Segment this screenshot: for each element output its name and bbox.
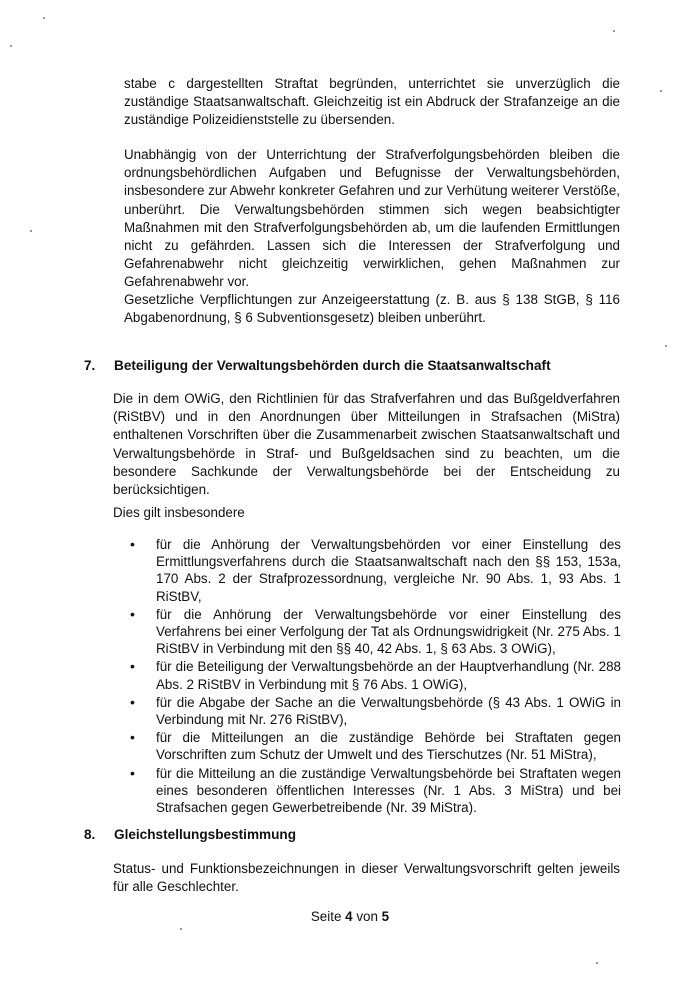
section-8-number: 8. (84, 827, 96, 842)
scan-speck (660, 90, 662, 92)
page-footer (0, 909, 700, 924)
section-7-bullet-list (130, 536, 621, 817)
bullet-text: für die Anhörung der Verwaltungsbehörde vor einer Einstellung des Verfahrens bei einer Verfolgung der Tat als Ordnungswidrigkeit (Nr. 275 Abs. 1 RiStBV in Verbindung mit den §§ 40, 42 Abs. 1, § 63 Abs. 3 OWiG), (156, 606, 621, 657)
scan-speck (613, 30, 615, 32)
section-7-title: Beteiligung der Verwaltungsbehörden durch die Staatsanwaltschaft (114, 358, 551, 373)
scan-speck (43, 17, 45, 19)
page-current: 4 (345, 909, 353, 924)
page-total: 5 (381, 909, 390, 924)
page-separator: von (356, 909, 378, 924)
scan-speck (596, 962, 598, 964)
bullet-text: für die Abgabe der Sache an die Verwaltungsbehörde (§ 43 Abs. 1 OWiG in Verbindung mit Nr. 276 RiStBV), (156, 694, 621, 728)
bullet-text: für die Beteiligung der Verwaltungsbehörde an der Hauptverhandlung (Nr. 288 Abs. 2 RiStBV in Verbindung mit § 76 Abs. 1 OWiG), (156, 659, 621, 692)
paragraph-gefahrenabwehr: Unabhängig von der Unterrichtung der Strafverfolgungsbehörden bleiben die ordnungsbehördlichen Aufgaben und Befugnisse der Verwaltungsbehörden, insbesondere zur Abwehr konkreter Gefahren und zur Verhütung weiterer Verstöße, unberührt. Die Verwaltungsbehörden stimmen sich wegen beabsichtigter Maßnahmen mit den Strafverfolgungsbehörden ab, um die laufenden Ermittlungen nicht zu gefährden. Lassen sich die Interessen der Strafverfolgung und Gefahrenabwehr nicht gleichzeitig verwirklichen, gehen Maßnahmen zur Gefahrenabwehr vor. (124, 147, 620, 290)
scan-speck (10, 45, 12, 47)
section-7-number: 7. (84, 358, 96, 373)
bullet-text: für die Mitteilungen an die zuständige Behörde bei Straftaten gegen Vorschriften zum Schutz der Umwelt und des Tierschutzes (Nr. 51 MiStra), (156, 730, 621, 763)
section-7-heading (84, 357, 551, 375)
section-8-title: Gleichstellungsbestimmung (114, 827, 297, 842)
bullet-item (130, 606, 621, 658)
bullet-item (130, 536, 621, 605)
scan-speck (665, 345, 667, 347)
paragraph-continuation: stabe c dargestellten Straftat begründen, unterrichtet sie unverzüglich die zuständige Staatsanwaltschaft. Gleichzeitig ist ein Abdruck der Strafanzeige an die zuständige Polizeidienststelle zu übersenden. (124, 76, 620, 128)
scan-speck (180, 928, 182, 930)
bullet-icon: • (130, 693, 135, 710)
bullet-item (130, 765, 621, 817)
bullet-icon: • (130, 729, 135, 746)
section-8-heading (84, 826, 296, 844)
section-7-lead: Dies gilt insbesondere (113, 505, 245, 520)
bullet-icon: • (130, 658, 135, 675)
bullet-text: für die Anhörung der Verwaltungsbehörden vor einer Einstellung des Ermittlungsverfahrens durch die Staatsanwaltschaft nach den §§ 153, 153a, 170 Abs. 2 der Strafprozessordnung, vergleiche Nr. 90 Abs. 1, 93 Abs. 1 RiStBV, (156, 537, 621, 604)
bullet-item (130, 694, 621, 728)
bullet-item (130, 729, 621, 763)
scan-speck (30, 230, 32, 232)
bullet-icon: • (130, 536, 135, 552)
bullet-item (130, 658, 621, 692)
page-label: Seite (310, 909, 342, 924)
bullet-icon: • (130, 605, 135, 622)
paragraph-anzeigepflicht: Gesetzliche Verpflichtungen zur Anzeigeerstattung (z. B. aus § 138 StGB, § 116 Abgabenordnung, § 6 Subventionsgesetz) bleiben unberührt. (124, 292, 620, 326)
bullet-icon: • (130, 764, 135, 781)
bullet-text: für die Mitteilung an die zuständige Verwaltungsbehörde bei Straftaten wegen eines besonderen öffentlichen Interesses (Nr. 1 Abs. 3 MiStra) und bei Strafsachen gegen Gewerbetreibende (Nr. 39 MiStra). (156, 765, 621, 816)
section-8-text: Status- und Funktionsbezeichnungen in dieser Verwaltungsvorschrift gelten jeweils für alle Geschlechter. (113, 861, 620, 895)
section-7-intro: Die in dem OWiG, den Richtlinien für das Strafverfahren und das Bußgeldverfahren (RiStBV) und in den Anordnungen über Mitteilungen in Strafsachen (MiStra) enthaltenen Vorschriften über die Zusammenarbeit zwischen Staatsanwaltschaft und Verwaltungsbehörde in Straf- und Bußgeldsachen sind zu beachten, um die besondere Sachkunde der Verwaltungsbehörde bei der Entscheidung zu berücksichtigen. (113, 391, 620, 498)
